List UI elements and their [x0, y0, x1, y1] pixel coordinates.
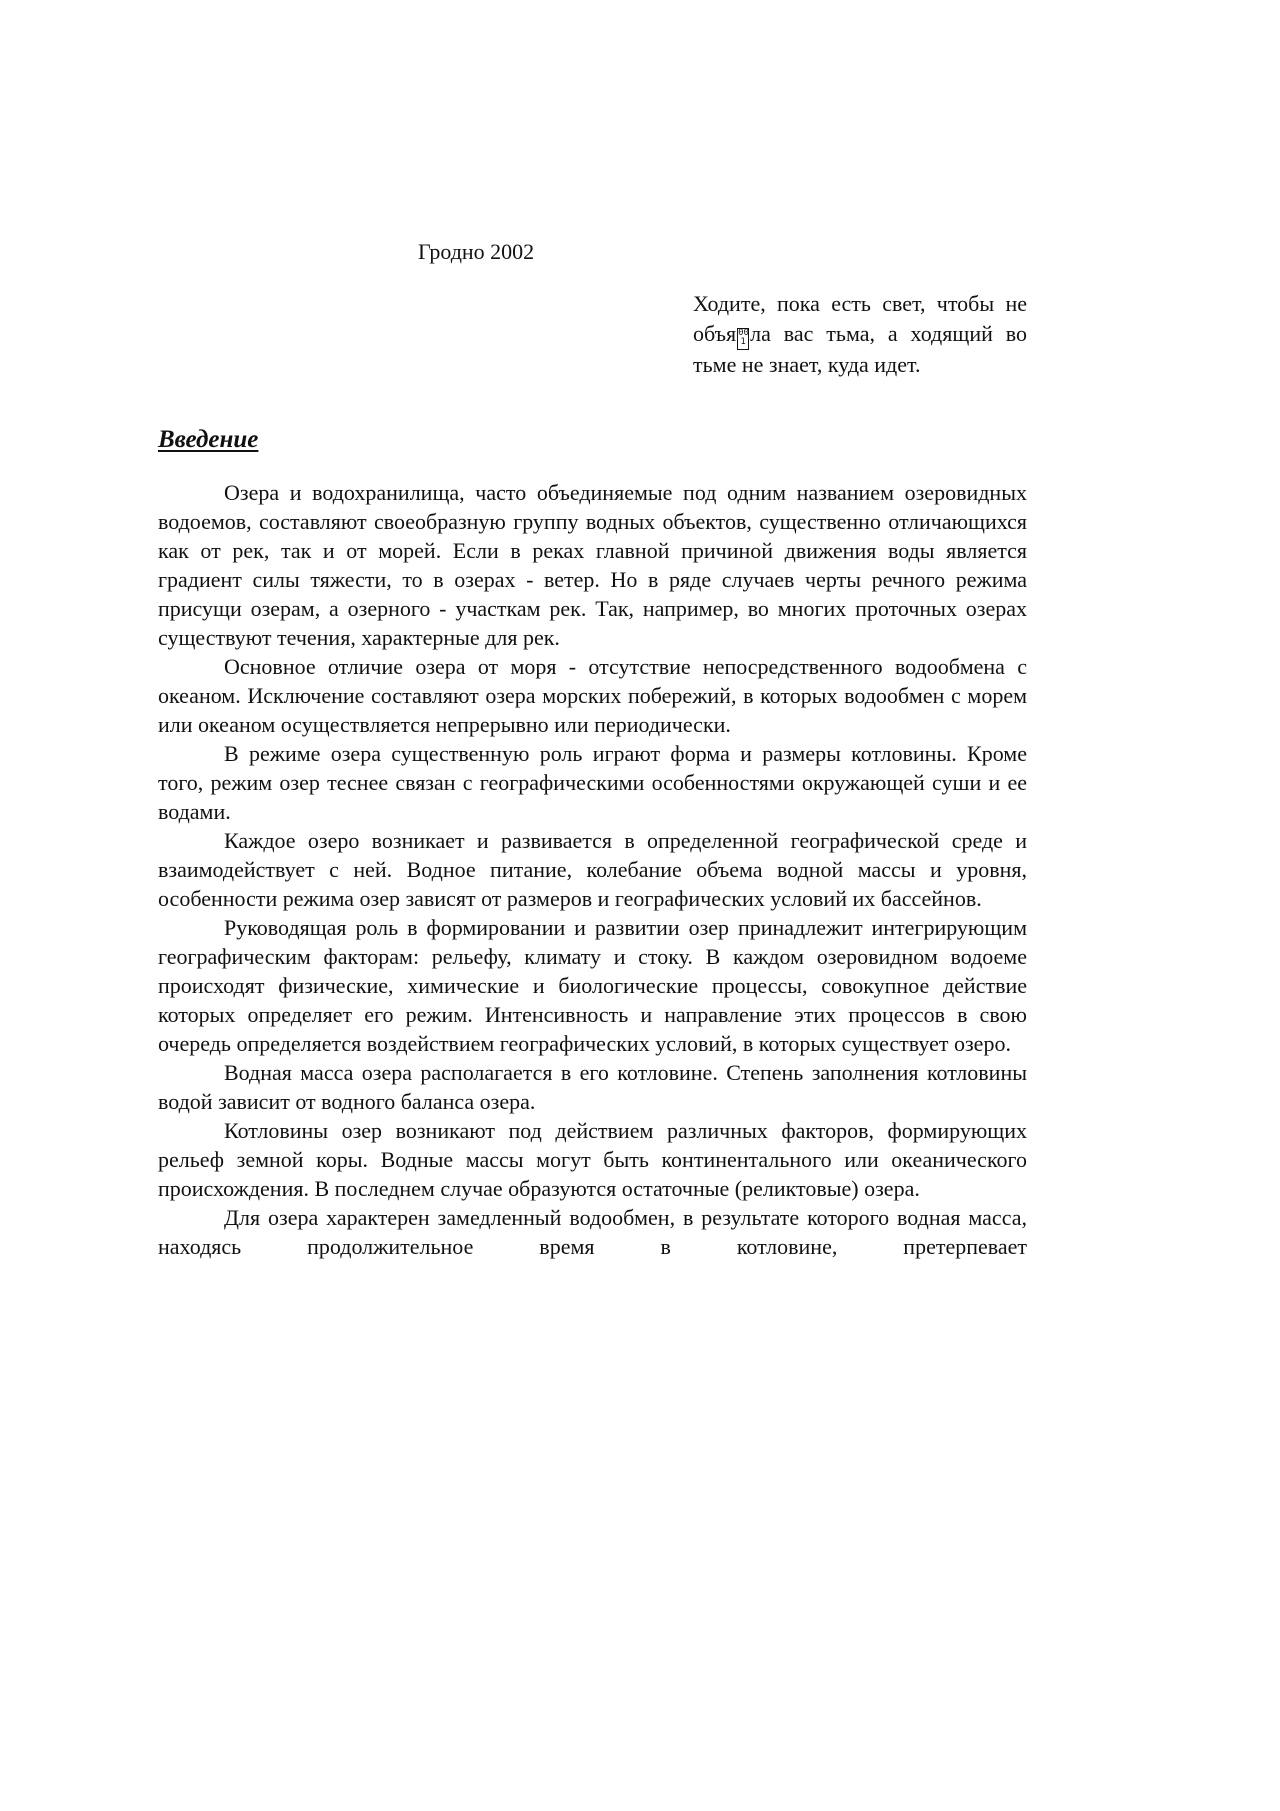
paragraph: Каждое озеро возникает и развивается в определенной географической среде и взаимодействует с ней. Водное питание, колебание объема водной массы и уровня, особенности режима озер зависят от размеров и географических условий их бассейнов. [158, 828, 1027, 911]
city-year-line: Гродно 2002 [418, 239, 535, 264]
paragraph: Руководящая роль в формировании и развитии озер принадлежит интегрирующим географическим факторам: рельефу, климату и стоку. В каждом озеровидном водоеме происходят физические, химические и биологические процессы, совокупное действие которых определяет его режим. Интенсивность и направление этих процессов в свою очередь определяется воздействием географических условий, в которых существует озеро. [158, 915, 1027, 1056]
missing-glyph-box: 00 1 [737, 328, 749, 350]
paragraph: В режиме озера существенную роль играют форма и размеры котловины. Кроме того, режим озер теснее связан с географическими особенностями окружающей суши и ее водами. [158, 741, 1027, 824]
section-heading: Введение [158, 426, 259, 453]
paragraph: Основное отличие озера от моря - отсутствие непосредственного водообмена с океаном. Исключение составляют озера морских побережий, в которых водообмен с морем или океаном осуществляется непрерывно или периодически. [158, 654, 1027, 737]
epigraph [693, 289, 1027, 379]
paragraph: Озера и водохранилища, часто объединяемые под одним названием озеровидных водоемов, составляют своеобразную группу водных объектов, существенно отличающихся как от рек, так и от морей. Если в реках главной причиной движения воды является градиент силы тяжести, то в озерах - ветер. Но в ряде случаев черты речного режима присущи озерам, а озерного - участкам рек. Так, например, во многих проточных озерах существуют течения, характерные для рек. [158, 480, 1027, 650]
paragraph-last: Для озера характерен замедленный водообмен, в результате которого водная масса, находясь продолжительное время в котловине, претерпевает [158, 1205, 1027, 1259]
paragraph: Котловины озер возникают под действием различных факторов, формирующих рельеф земной коры. Водные массы могут быть континентального или океанического происхождения. В последнем случае образуются остаточные (реликтовые) озера. [158, 1118, 1027, 1201]
epigraph-text-start: Ходите, пока есть свет, чтобы не объя [693, 291, 1027, 346]
epigraph-text-end: ла вас тьма, а ходящий во тьме не знает, куда идет. [693, 320, 1027, 377]
section-body [158, 478, 1027, 1261]
paragraph: Водная масса озера располагается в его котловине. Степень заполнения котловины водой зависит от водного баланса озера. [158, 1060, 1027, 1114]
